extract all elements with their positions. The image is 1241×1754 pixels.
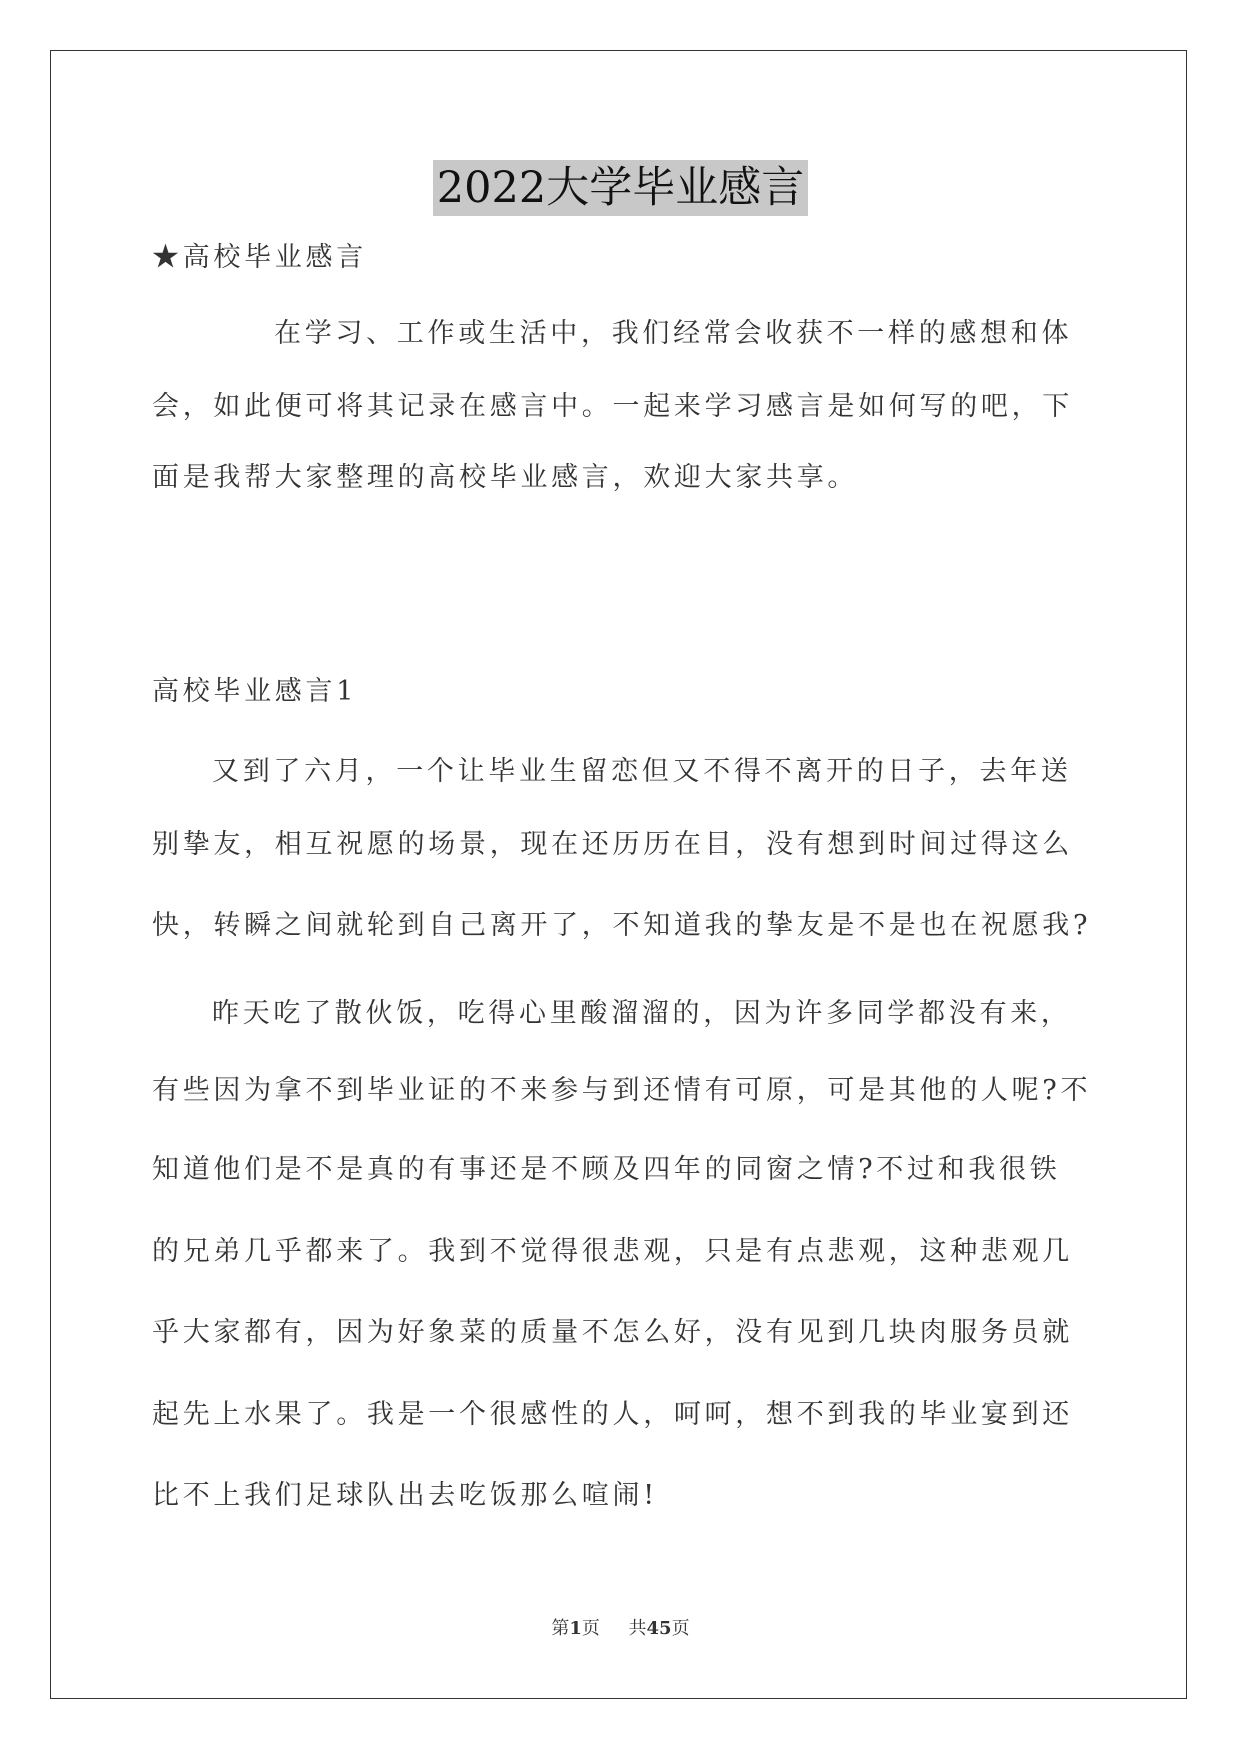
intro-heading: ★高校毕业感言: [152, 242, 367, 273]
footer-prefix: 第: [551, 1618, 570, 1639]
footer-total-suffix: 页: [671, 1618, 690, 1639]
paragraph-line: 起先上水果了。我是一个很感性的人，呵呵，想不到我的毕业宴到还: [152, 1399, 1073, 1430]
current-page-number: 1: [569, 1618, 582, 1639]
title-container: [0, 160, 1241, 216]
paragraph-line: 比不上我们足球队出去吃饭那么喧闹!: [152, 1480, 658, 1511]
page-footer: [0, 1617, 1241, 1641]
paragraph-line: 快，转瞬之间就轮到自己离开了，不知道我的挚友是不是也在祝愿我?: [152, 910, 1092, 941]
intro-line: 会，如此便可将其记录在感言中。一起来学习感言是如何写的吧，下: [152, 391, 1073, 422]
total-pages: 45: [646, 1618, 672, 1639]
footer-total-prefix: 共: [628, 1618, 647, 1639]
paragraph-line: 又到了六月，一个让毕业生留恋但又不得不离开的日子，去年送: [212, 756, 1072, 787]
footer-page-suffix: 页: [581, 1618, 600, 1639]
paragraph-line: 乎大家都有，因为好象菜的质量不怎么好，没有见到几块肉服务员就: [152, 1317, 1073, 1348]
section-heading: 高校毕业感言1: [152, 676, 358, 707]
document-title: 2022大学毕业感言: [433, 160, 808, 216]
paragraph-line: 有些因为拿不到毕业证的不来参与到还情有可原，可是其他的人呢?不: [152, 1075, 1092, 1106]
intro-line: 在学习、工作或生活中，我们经常会收获不一样的感想和体: [274, 318, 1073, 349]
paragraph-line: 知道他们是不是真的有事还是不顾及四年的同窗之情?不过和我很铁: [152, 1154, 1061, 1185]
page-border: [50, 50, 1187, 1699]
intro-line: 面是我帮大家整理的高校毕业感言，欢迎大家共享。: [152, 462, 859, 493]
paragraph-line: 的兄弟几乎都来了。我到不觉得很悲观，只是有点悲观，这种悲观几: [152, 1236, 1073, 1267]
paragraph-line: 昨天吃了散伙饭，吃得心里酸溜溜的，因为许多同学都没有来，: [212, 998, 1072, 1029]
paragraph-line: 别挚友，相互祝愿的场景，现在还历历在目，没有想到时间过得这么: [152, 829, 1073, 860]
